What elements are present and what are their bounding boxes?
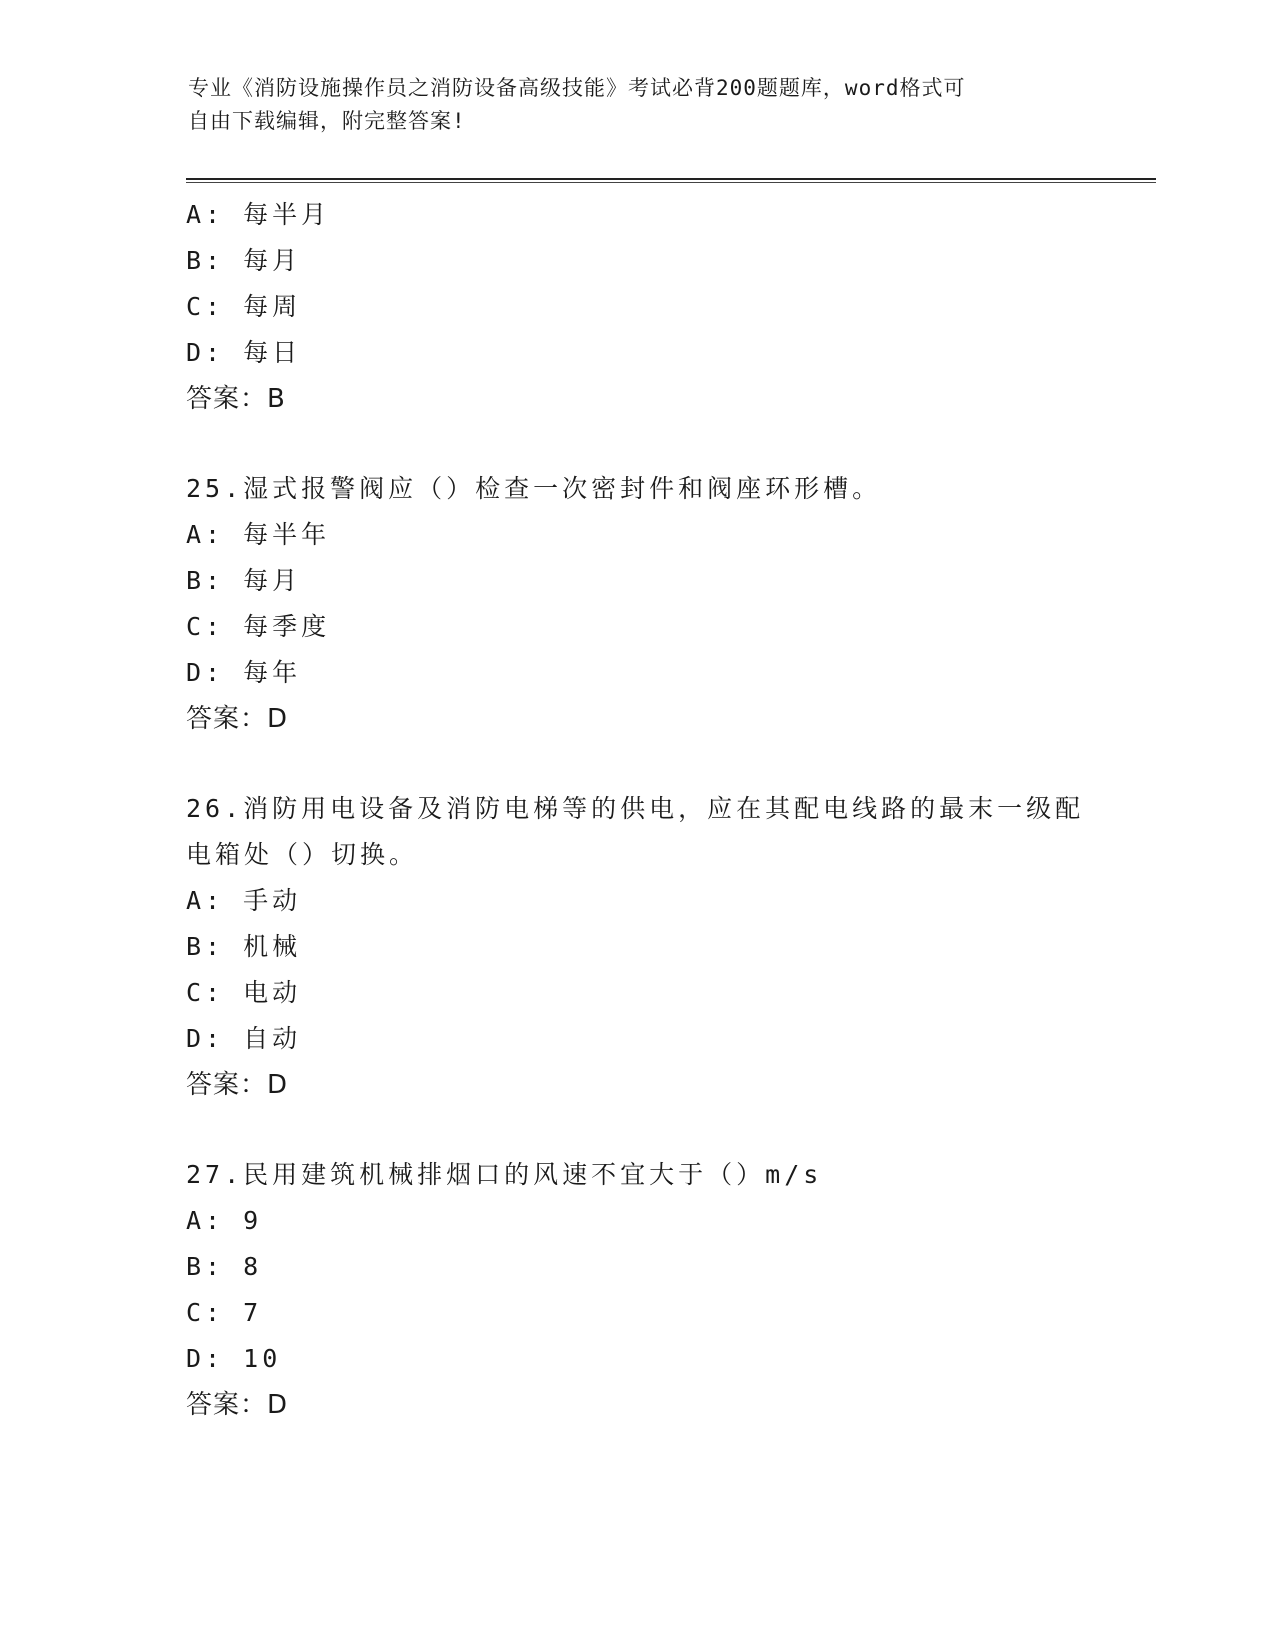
answer-text: 答案：D [186,1390,289,1420]
option-a: A: 9 [186,1206,263,1235]
question-text: 25.湿式报警阀应（）检查一次密封件和阀座环形槽。 [186,474,882,503]
option-c: C: 每季度 [186,612,331,641]
question-text: 27.民用建筑机械排烟口的风速不宜大于（）m/s [186,1160,823,1189]
option-c: C: 7 [186,1298,263,1327]
option-a: A: 每半月 [186,200,331,229]
answer-text: 答案：B [186,384,286,414]
question-block-27 [186,1152,1166,1428]
answer-text: 答案：D [186,1070,289,1100]
question-block-26 [186,786,1166,1108]
option-b: B: 每月 [186,566,302,595]
question-block-25 [186,466,1166,742]
header-divider-thin [186,182,1156,183]
answer-text: 答案：D [186,704,289,734]
option-c: C: 电动 [186,978,302,1007]
question-text: 26.消防用电设备及消防电梯等的供电，应在其配电线路的最末一级配 [186,794,1085,823]
spacer [186,742,1166,786]
option-c: C: 每周 [186,292,302,321]
option-d: D: 10 [186,1344,282,1373]
header-divider [186,178,1156,180]
option-b: B: 每月 [186,246,302,275]
option-a: A: 每半年 [186,520,331,549]
spacer [186,422,1166,466]
option-b: B: 8 [186,1252,263,1281]
option-a: A: 手动 [186,886,302,915]
option-d: D: 每日 [186,338,302,367]
document-header [188,72,1088,138]
question-text-continued: 电箱处（）切换。 [186,840,419,869]
question-block-24 [186,192,1166,422]
option-b: B: 机械 [186,932,302,961]
option-d: D: 每年 [186,658,302,687]
header-line-2: 自由下载编辑，附完整答案! [188,109,466,133]
option-d: D: 自动 [186,1024,302,1053]
question-list [186,192,1166,1428]
header-line-1: 专业《消防设施操作员之消防设备高级技能》考试必背200题题库，word格式可 [188,76,966,100]
spacer [186,1108,1166,1152]
